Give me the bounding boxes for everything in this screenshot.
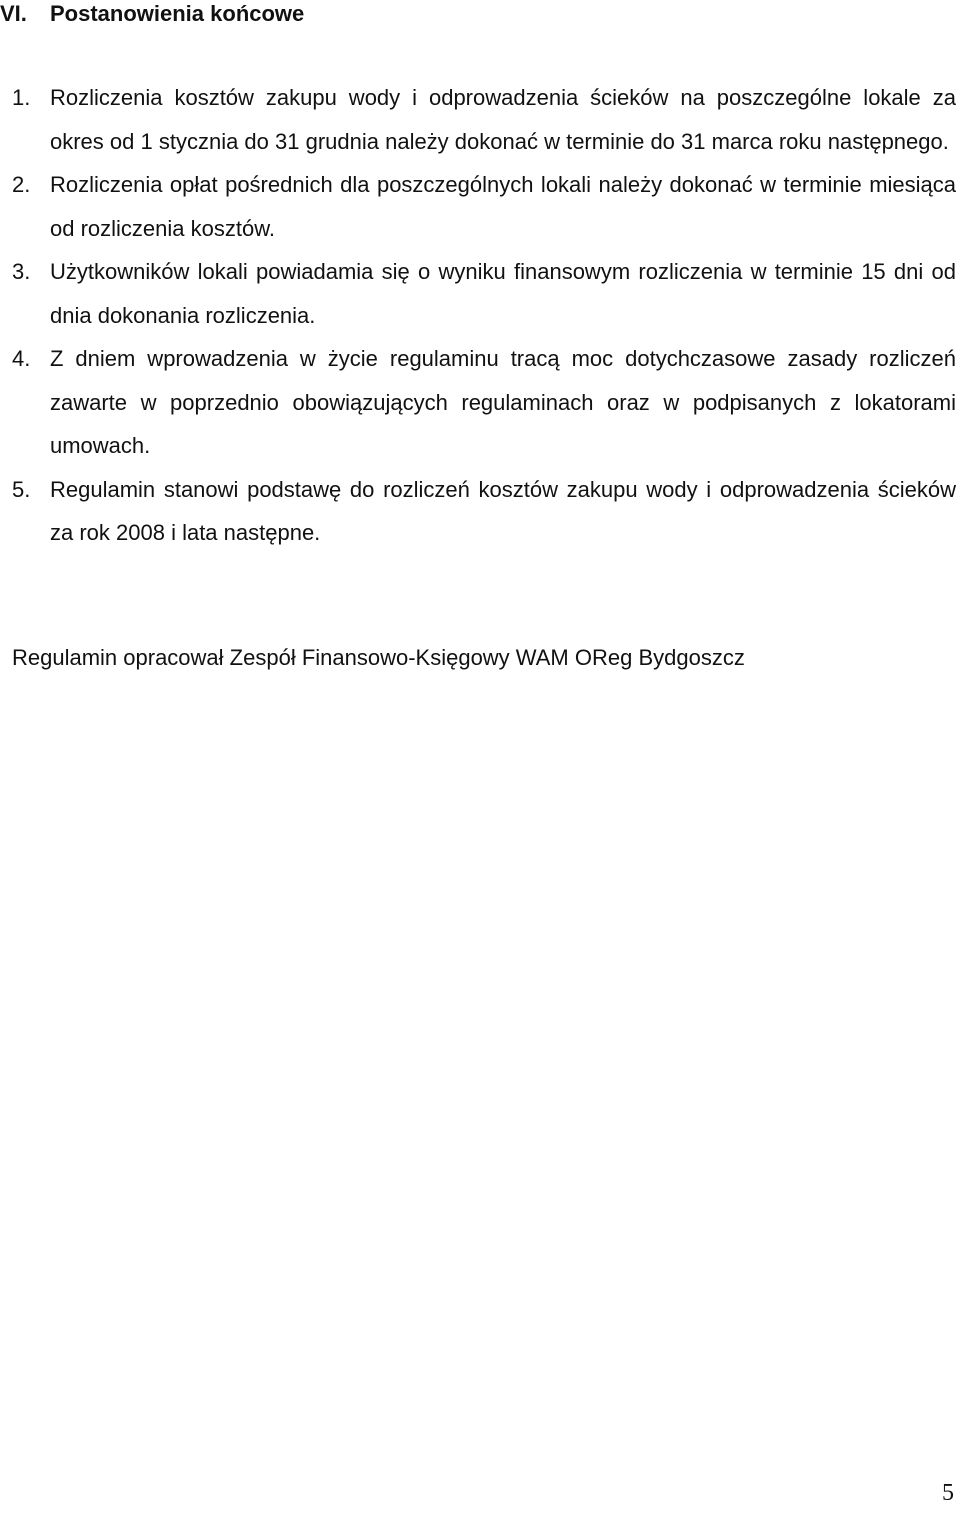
- item-number: 1.: [12, 85, 31, 110]
- list-item: [12, 250, 956, 337]
- item-number: 2.: [12, 172, 31, 197]
- list-item: [12, 337, 956, 468]
- item-number: 3.: [12, 259, 31, 284]
- section-number: VI.: [0, 1, 27, 26]
- list-item: [12, 76, 956, 163]
- section-title: Postanowienia końcowe: [50, 1, 305, 26]
- page-number: 5: [942, 1480, 954, 1506]
- item-number: 4.: [12, 346, 31, 371]
- item-text: Rozliczenia kosztów zakupu wody i odprowadzenia ścieków na poszczególne lokale za okres od 1 stycznia do 31 grudnia należy dokonać w terminie do 31 marca roku następnego.: [50, 85, 956, 154]
- item-text: Regulamin stanowi podstawę do rozliczeń kosztów zakupu wody i odprowadzenia ścieków za rok 2008 i lata następne.: [50, 476, 956, 545]
- list-item: [12, 163, 956, 250]
- item-number: 5.: [12, 476, 31, 502]
- section-heading: [0, 0, 400, 28]
- item-text: Użytkowników lokali powiadamia się o wyniku finansowym rozliczenia w terminie 15 dni od dnia dokonania rozliczenia.: [50, 259, 956, 328]
- item-text: Z dniem wprowadzenia w życie regulaminu tracą moc dotychczasowe zasady rozliczeń zawarte w poprzednio obowiązujących regulaminach oraz w podpisanych z lokatorami umowach.: [50, 346, 956, 458]
- item-text: Rozliczenia opłat pośrednich dla poszczególnych lokali należy dokonać w terminie miesiąca od rozliczenia kosztów.: [50, 172, 956, 241]
- author-note: Regulamin opracował Zespół Finansowo-Księgowy WAM OReg Bydgoszcz: [12, 645, 745, 670]
- list-item: [12, 468, 956, 555]
- provisions-list: [12, 76, 956, 555]
